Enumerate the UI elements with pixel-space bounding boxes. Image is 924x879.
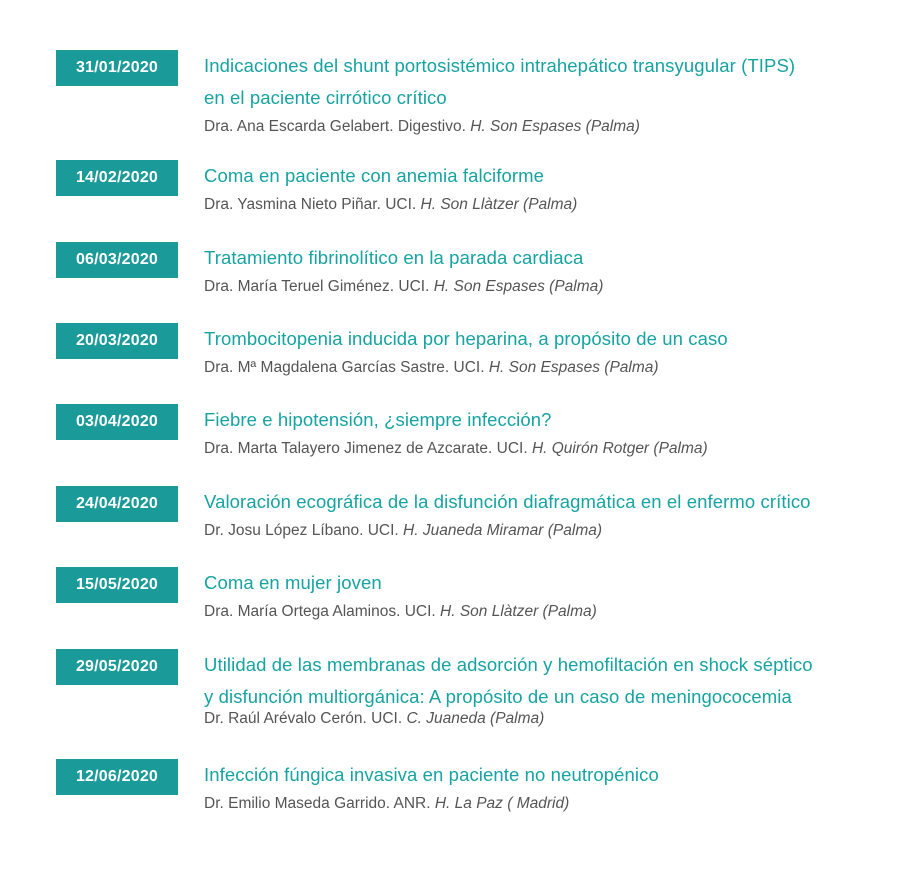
session-content	[204, 242, 904, 299]
speaker-name: Dra. Marta Talayero Jimenez de Azcarate. UCI.	[204, 440, 528, 457]
date-badge: 06/03/2020	[56, 242, 178, 278]
session-content	[204, 759, 904, 816]
date-badge: 24/04/2020	[56, 486, 178, 522]
speaker-line	[204, 193, 904, 217]
session-title: Coma en mujer joven	[204, 572, 382, 593]
speaker-name: Dra. Ana Escarda Gelabert. Digestivo.	[204, 118, 466, 135]
hospital-name: H. Juaneda Miramar (Palma)	[403, 522, 603, 539]
session-content	[204, 404, 904, 461]
speaker-name: Dra. María Teruel Giménez. UCI.	[204, 278, 430, 295]
session-title: Trombocitopenia inducida por heparina, a propósito de un caso	[204, 328, 728, 349]
date-badge: 15/05/2020	[56, 567, 178, 603]
hospital-name: H. La Paz ( Madrid)	[434, 795, 570, 812]
date-badge: 14/02/2020	[56, 160, 178, 196]
date-badge: 03/04/2020	[56, 404, 178, 440]
session-title: y disfunción multiorgánica: A propósito de un caso de meningococemia	[204, 686, 792, 707]
speaker-line	[204, 275, 904, 299]
session-content	[204, 649, 904, 731]
hospital-name: H. Son Espases (Palma)	[488, 359, 659, 376]
session-content	[204, 567, 904, 624]
hospital-name: H. Son Llàtzer (Palma)	[420, 196, 578, 213]
hospital-name: C. Juaneda (Palma)	[406, 710, 545, 727]
session-content	[204, 323, 904, 380]
session-title: Indicaciones del shunt portosistémico intrahepático transyugular (TIPS)	[204, 55, 796, 76]
speaker-line	[204, 115, 904, 139]
session-title: Fiebre e hipotensión, ¿siempre infección?	[204, 409, 552, 430]
date-badge: 20/03/2020	[56, 323, 178, 359]
speaker-line	[204, 792, 904, 816]
session-content	[204, 50, 904, 139]
speaker-name: Dra. María Ortega Alaminos. UCI.	[204, 603, 436, 620]
hospital-name: H. Son Espases (Palma)	[433, 278, 604, 295]
speaker-name: Dra. Yasmina Nieto Piñar. UCI.	[204, 196, 417, 213]
session-title: Valoración ecográfica de la disfunción diafragmática en el enfermo crítico	[204, 491, 811, 512]
date-badge: 31/01/2020	[56, 50, 178, 86]
speaker-name: Dr. Emilio Maseda Garrido. ANR.	[204, 795, 431, 812]
session-content	[204, 486, 904, 543]
date-badge: 12/06/2020	[56, 759, 178, 795]
date-badge: 29/05/2020	[56, 649, 178, 685]
speaker-line	[204, 519, 904, 543]
session-title: en el paciente cirrótico crítico	[204, 87, 447, 108]
speaker-line	[204, 356, 904, 380]
speaker-line	[204, 600, 904, 624]
session-title: Tratamiento fibrinolítico en la parada cardiaca	[204, 247, 584, 268]
hospital-name: H. Son Espases (Palma)	[470, 118, 640, 135]
speaker-line	[204, 437, 904, 461]
speaker-name: Dr. Raúl Arévalo Cerón. UCI.	[204, 710, 403, 727]
session-title: Coma en paciente con anemia falciforme	[204, 165, 545, 186]
hospital-name: H. Quirón Rotger (Palma)	[531, 440, 708, 457]
speaker-name: Dr. Josu López Líbano. UCI.	[204, 522, 399, 539]
session-title: Utilidad de las membranas de adsorción y hemofiltación en shock séptico	[204, 654, 813, 675]
session-title: Infección fúngica invasiva en paciente no neutropénico	[204, 764, 659, 785]
session-content	[204, 160, 904, 217]
speaker-name: Dra. Mª Magdalena Garcías Sastre. UCI.	[204, 359, 485, 376]
hospital-name: H. Son Llàtzer (Palma)	[440, 603, 597, 620]
